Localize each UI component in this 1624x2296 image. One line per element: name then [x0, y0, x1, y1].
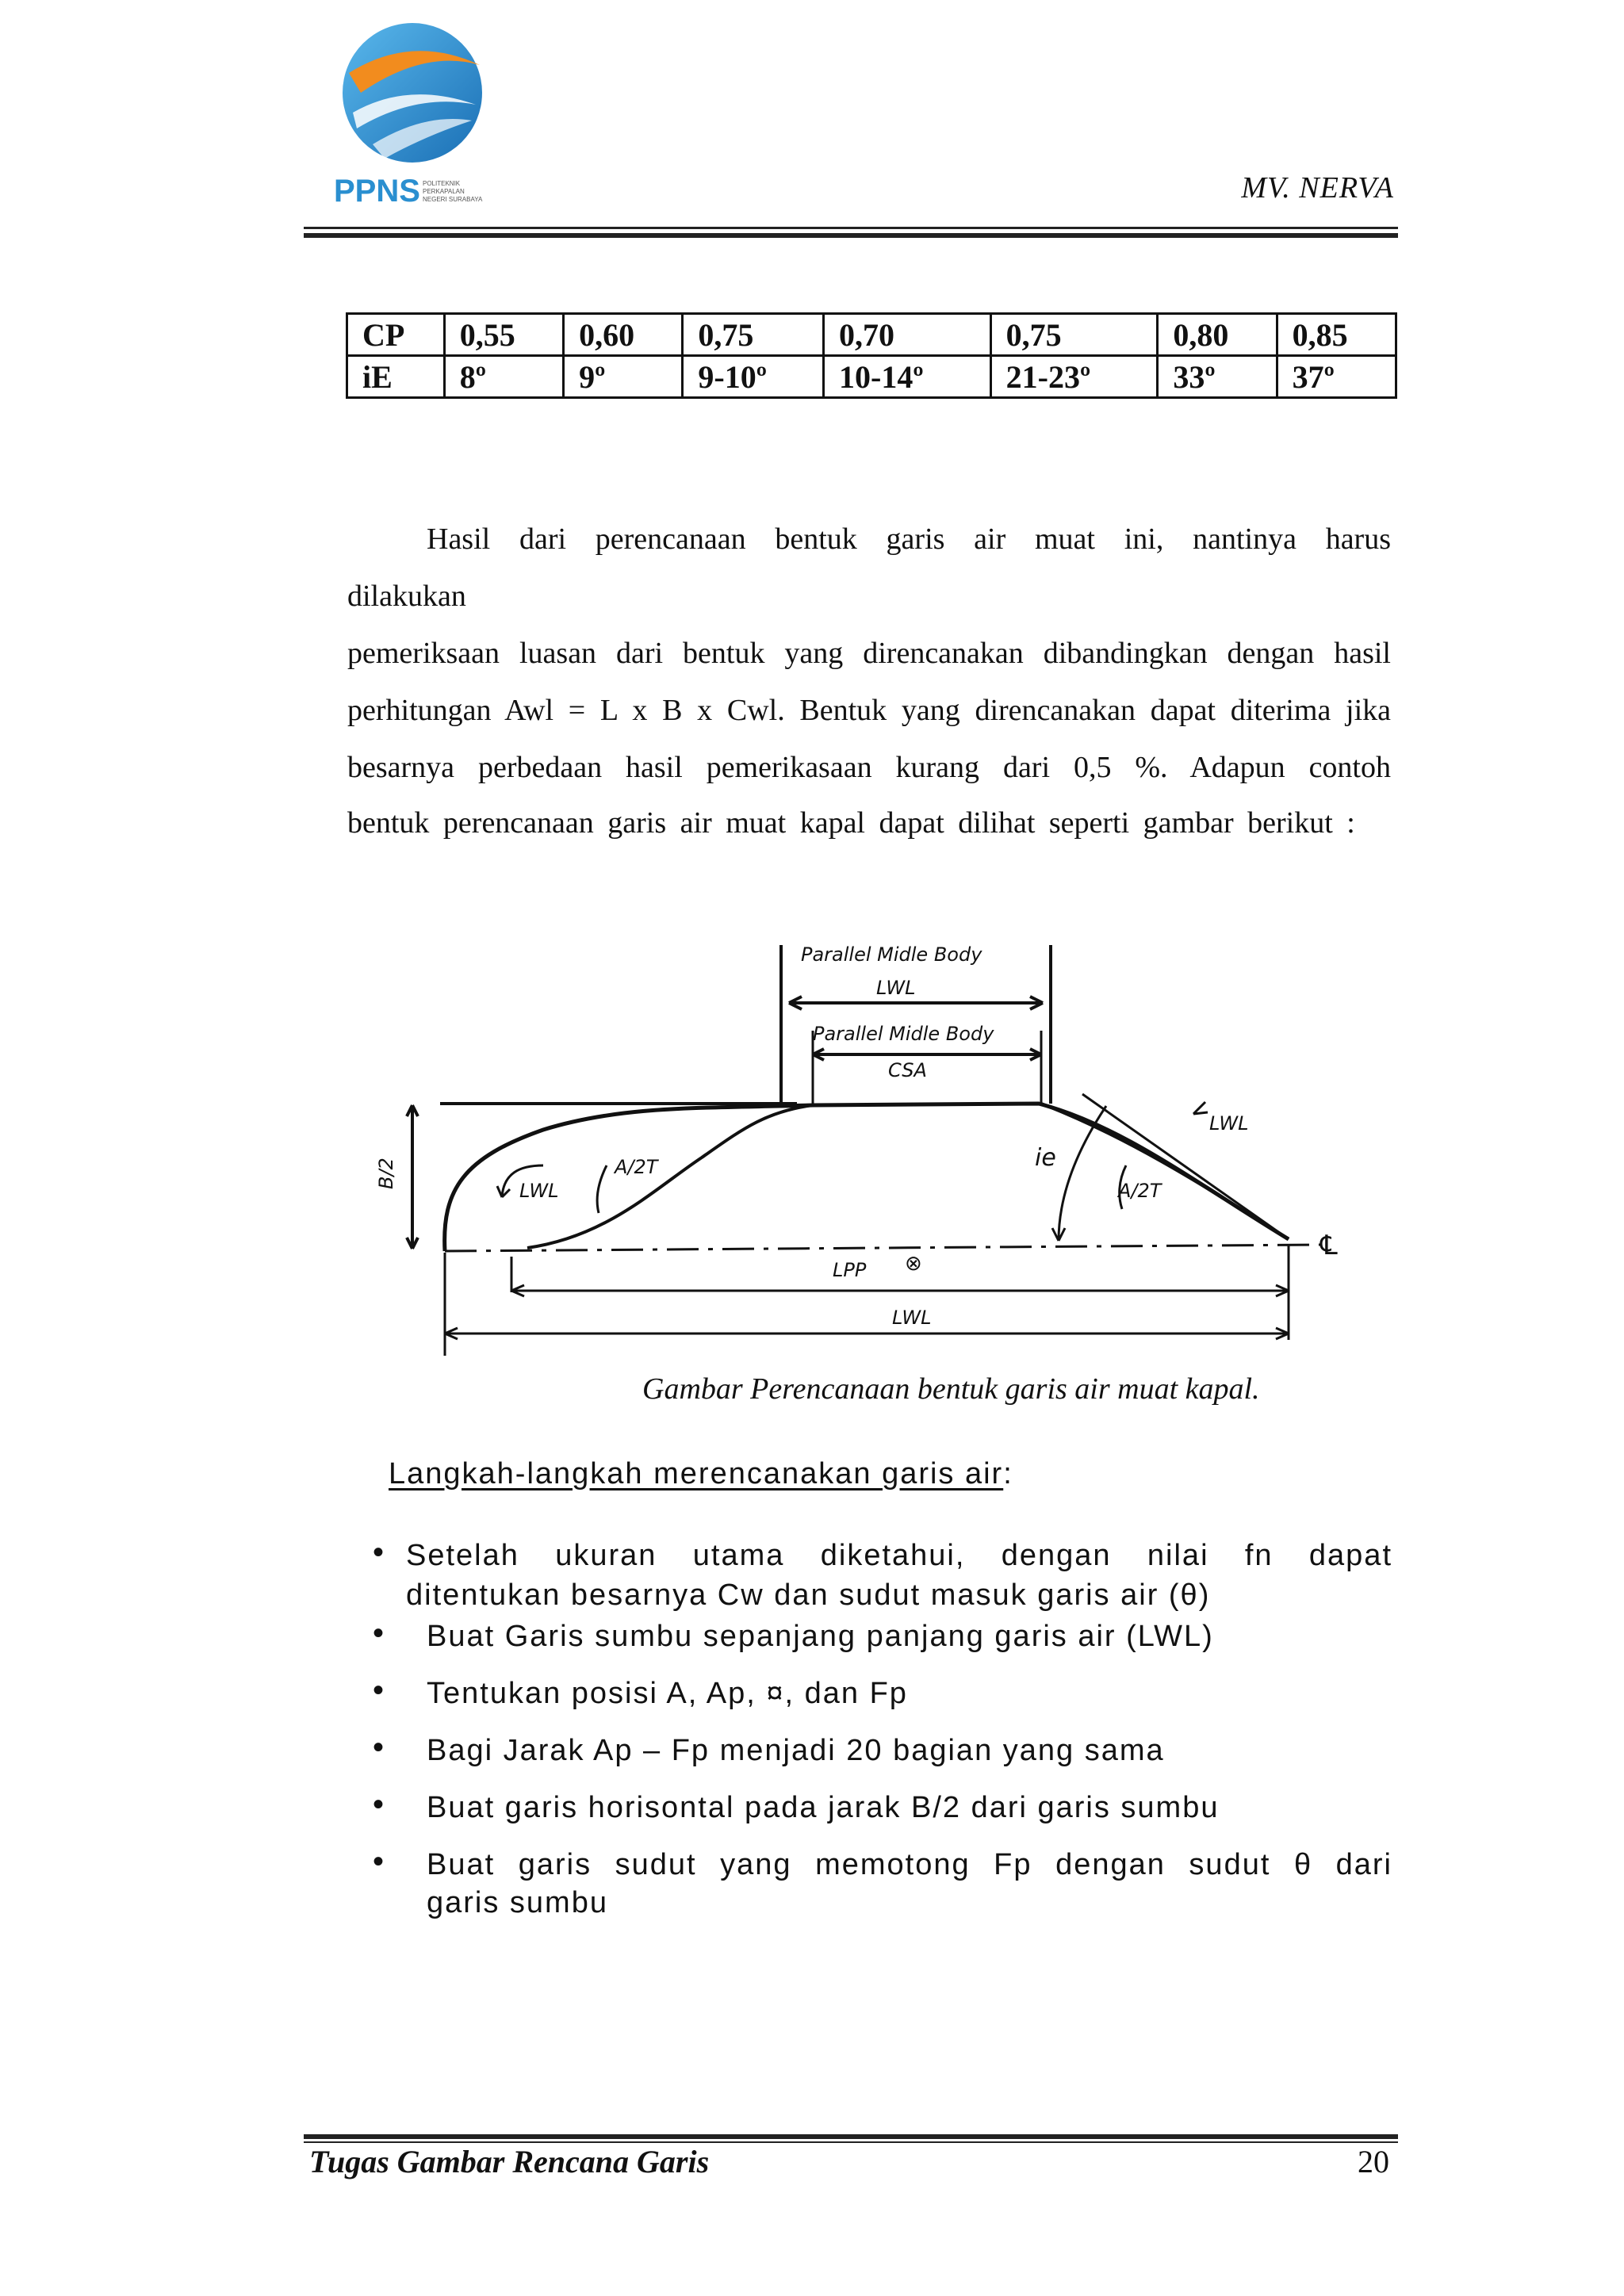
table-cell: 0,75: [683, 314, 824, 356]
table-row: [347, 314, 1396, 356]
step-4: Bagi Jarak Ap – Fp menjadi 20 bagian yang sama: [427, 1734, 1165, 1767]
label-a2t-right: A/2T: [1118, 1180, 1162, 1202]
waterline-curve: [445, 1104, 1289, 1251]
label-lwl-top: LWL: [876, 977, 916, 999]
table-cell: 0,70: [824, 314, 991, 356]
centerline: [445, 1245, 1320, 1251]
steps-heading-colon: :: [1003, 1457, 1013, 1490]
pmb-lwl-dimension: [789, 997, 1043, 1009]
table-cell: iE: [347, 356, 445, 398]
step-6-line-2: garis sumbu: [427, 1886, 608, 1919]
label-b-half: B/2: [375, 1158, 397, 1189]
lwl-right-leader: [1193, 1102, 1208, 1114]
header-rule-thick: [304, 233, 1398, 238]
label-ie: ie: [1035, 1144, 1056, 1172]
logo-sub-3: NEGERI SURABAYA: [423, 196, 483, 203]
midship-symbol: ⊗: [905, 1252, 922, 1276]
logo-sub-1: POLITEKNIK: [423, 180, 461, 187]
figure-caption: Gambar Perencanaan bentuk garis air muat kapal.: [642, 1372, 1260, 1406]
label-lpp: LPP: [833, 1259, 867, 1281]
logo-sub-2: PERKAPALAN: [423, 188, 465, 195]
step-3: Tentukan posisi A, Ap, ¤, dan Fp: [427, 1677, 908, 1710]
paragraph-line-3: pemeriksaan luasan dari bentuk yang direncanakan dibandingkan dengan hasil: [347, 637, 1391, 670]
bullet: •: [373, 1616, 385, 1651]
centerline-symbol: ℄: [1320, 1230, 1338, 1261]
waterline-figure: [369, 928, 1368, 1372]
paragraph-line-2: dilakukan: [347, 580, 466, 613]
pmb-csa-dimension: [813, 1049, 1041, 1060]
label-parallel-csa: Parallel Midle Body: [813, 1023, 994, 1045]
step-6-line-1: Buat garis sudut yang memotong Fp dengan sudut θ dari: [427, 1848, 1392, 1881]
document-name: MV. NERVA: [1241, 171, 1394, 205]
footer-title: Tugas Gambar Rencana Garis: [309, 2144, 710, 2179]
paragraph-line-5: besarnya perbedaan hasil pemerikasaan kurang dari 0,5 %. Adapun contoh: [347, 751, 1391, 784]
table-cell: 0,55: [444, 314, 563, 356]
table-cell: 8º: [444, 356, 563, 398]
bullet: •: [373, 1673, 385, 1708]
step-2: Buat Garis sumbu sepanjang panjang garis air (LWL): [427, 1620, 1214, 1653]
header-rule-thin: [304, 227, 1398, 229]
footer-rule-thick: [304, 2134, 1398, 2139]
step-1-line-2: ditentukan besarnya Cw dan sudut masuk garis air (θ): [406, 1578, 1211, 1612]
bullet: •: [373, 1730, 385, 1765]
csa-curve-aft: [527, 1105, 813, 1248]
logo-text: PPNS: [334, 174, 420, 209]
table-cell: CP: [347, 314, 445, 356]
paragraph-line-4: perhitungan Awl = L x B x Cwl. Bentuk yang direncanakan dapat diterima jika: [347, 694, 1391, 727]
table-cell: 9-10º: [683, 356, 824, 398]
bullet: •: [373, 1844, 385, 1879]
label-lwl-left: LWL: [519, 1180, 559, 1202]
label-parallel-lwl: Parallel Midle Body: [801, 943, 982, 966]
csa-curve-fore: [1041, 1104, 1289, 1239]
lwl-dimension: [445, 1245, 1289, 1356]
label-lwl-bottom: LWL: [892, 1307, 932, 1329]
table-cell: 0,60: [564, 314, 683, 356]
cp-ie-table: [346, 312, 1397, 399]
table-cell: 9º: [564, 356, 683, 398]
label-lwl-right: LWL: [1209, 1112, 1249, 1135]
lpp-dimension: [511, 1257, 1289, 1296]
table-row: [347, 356, 1396, 398]
steps-heading-text: Langkah-langkah merencanakan garis air: [389, 1457, 1004, 1490]
entrance-tangent: [1082, 1094, 1289, 1239]
paragraph-line-6: bentuk perencanaan garis air muat kapal dapat dilihat seperti gambar berikut :: [347, 806, 1355, 840]
steps-heading: [389, 1457, 1013, 1491]
page-number: 20: [1358, 2144, 1389, 2179]
a2t-left-arrow: [597, 1165, 607, 1213]
label-a2t-left: A/2T: [615, 1156, 658, 1178]
step-1-line-1: Setelah ukuran utama diketahui, dengan nilai fn dapat: [406, 1539, 1392, 1572]
table-cell: 21-23º: [990, 356, 1158, 398]
b-half-dimension: [407, 1105, 418, 1249]
paragraph-line-1: Hasil dari perencanaan bentuk garis air muat ini, nantinya harus: [427, 522, 1391, 556]
table-cell: 33º: [1158, 356, 1277, 398]
bullet: •: [373, 1787, 385, 1822]
ppns-logo: [329, 17, 504, 216]
label-csa: CSA: [888, 1059, 927, 1081]
table-cell: 0,75: [990, 314, 1158, 356]
step-5: Buat garis horisontal pada jarak B/2 dari garis sumbu: [427, 1791, 1220, 1824]
bullet: •: [373, 1535, 385, 1570]
table-cell: 0,85: [1277, 314, 1396, 356]
table-cell: 10-14º: [824, 356, 991, 398]
table-cell: 0,80: [1158, 314, 1277, 356]
table-cell: 37º: [1277, 356, 1396, 398]
